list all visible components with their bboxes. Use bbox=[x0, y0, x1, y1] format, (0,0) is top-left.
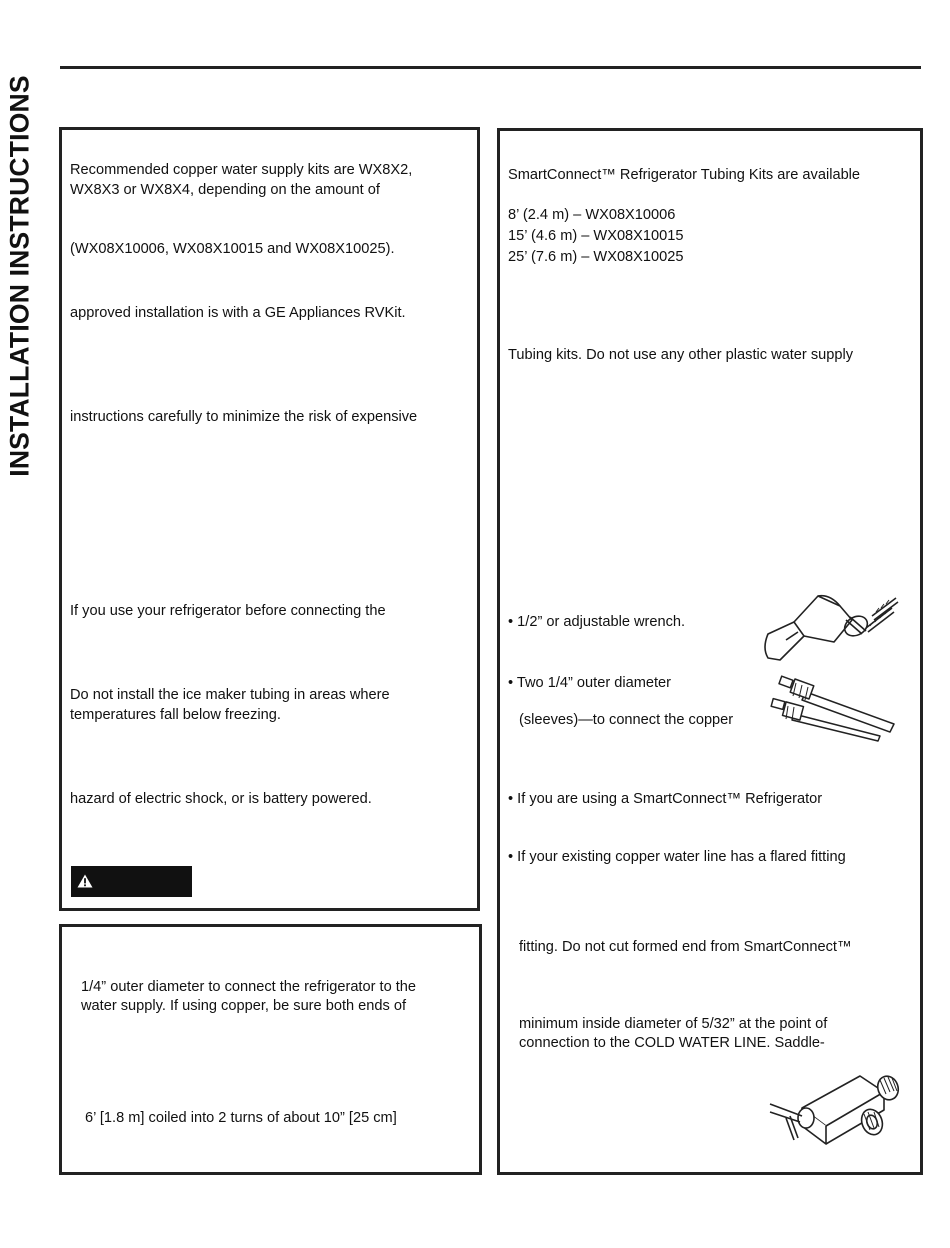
left-text-6: If you use your refrigerator before connecting the bbox=[70, 603, 386, 619]
kit-item-1: 8’ (2.4 m) – WX08X10006 bbox=[508, 207, 676, 223]
bullet-formed-end: fitting. Do not cut formed end from SmartConnect™ bbox=[519, 939, 852, 955]
warning-triangle-icon bbox=[77, 874, 93, 888]
left-bottom-text-1: 1/4” outer diameter to connect the refrigerator to the bbox=[81, 979, 417, 995]
warning-label bbox=[71, 866, 192, 897]
kit-item-3: 25’ (7.6 m) – WX08X10025 bbox=[508, 249, 684, 265]
compression-fittings-icon bbox=[766, 674, 902, 742]
bullet-cold-water-line: connection to the COLD WATER LINE. Saddle- bbox=[519, 1035, 825, 1051]
bullet-flared-fitting: • If your existing copper water line has a flared fitting bbox=[508, 849, 846, 865]
side-title-text: INSTALLATION INSTRUCTIONS bbox=[4, 75, 35, 477]
tubing-note: Tubing kits. Do not use any other plastic water supply bbox=[508, 347, 854, 363]
left-text-9: hazard of electric shock, or is battery powered. bbox=[70, 791, 372, 807]
left-text-4: approved installation is with a GE Appliances RVKit. bbox=[70, 305, 406, 321]
bullet-outer-diameter: • Two 1/4” outer diameter bbox=[508, 675, 672, 691]
left-bottom-text-2: water supply. If using copper, be sure both ends of bbox=[81, 998, 407, 1014]
left-bottom-text-3: 6’ [1.8 m] coiled into 2 turns of about 10” [25 cm] bbox=[85, 1110, 397, 1126]
shutoff-valve-icon bbox=[766, 1072, 904, 1148]
left-text-1: Recommended copper water supply kits are WX8X2, bbox=[70, 162, 413, 178]
kit-item-2: 15’ (4.6 m) – WX08X10015 bbox=[508, 228, 684, 244]
left-text-5: instructions carefully to minimize the risk of expensive bbox=[70, 409, 418, 425]
left-text-3: (WX08X10006, WX08X10015 and WX08X10025). bbox=[70, 241, 395, 257]
kits-intro: SmartConnect™ Refrigerator Tubing Kits are available bbox=[508, 167, 861, 183]
bullet-smartconnect: • If you are using a SmartConnect™ Refrigerator bbox=[508, 791, 823, 807]
left-tubing-box bbox=[59, 924, 482, 1175]
top-rule bbox=[60, 66, 921, 69]
drill-icon bbox=[758, 586, 900, 666]
bullet-inside-diameter: minimum inside diameter of 5/32” at the point of bbox=[519, 1016, 828, 1032]
side-title bbox=[2, 30, 38, 522]
bullet-sleeves: (sleeves)—to connect the copper bbox=[519, 712, 734, 728]
left-text-8: temperatures fall below freezing. bbox=[70, 707, 281, 723]
bullet-wrench: • 1/2” or adjustable wrench. bbox=[508, 614, 686, 630]
left-text-7: Do not install the ice maker tubing in areas where bbox=[70, 687, 390, 703]
left-text-2: WX8X3 or WX8X4, depending on the amount of bbox=[70, 182, 380, 198]
